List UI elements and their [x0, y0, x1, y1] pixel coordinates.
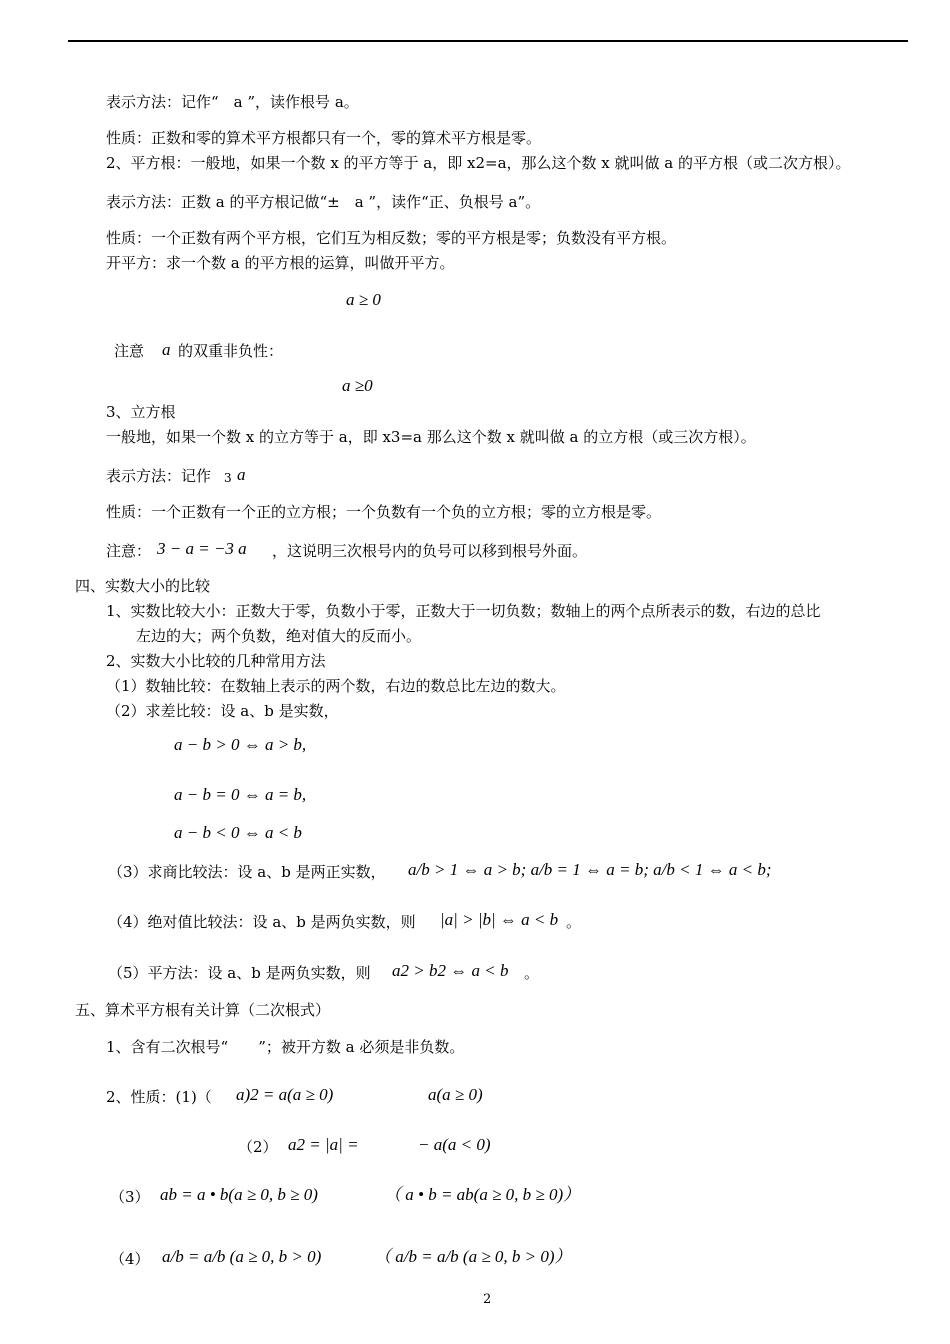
square-root-notation: 表示方法：正数 a 的平方根记做“± a ”，读作“正、负根号 a”。 [106, 193, 541, 211]
square-root-definition: 2、平方根：一般地，如果一个数 x 的平方等于 a，即 x2=a，那么这个数 x 就叫做 a 的平方根（或二次方根）。 [106, 154, 851, 172]
difference-gt: a − b > 0 ⇔ a > b, [174, 735, 307, 754]
section-five-heading: 五、算术平方根有关计算（二次根式） [75, 1001, 331, 1019]
notation-line: 表示方法：记作“ a ”，读作根号 a。 [106, 93, 359, 111]
method-difference: （2）求差比较：设 a、b 是实数， [106, 702, 339, 720]
radical-property-3-reverse: （ a • b = ab(a ≥ 0, b ≥ 0)） [384, 1185, 581, 1204]
property-line: 性质：正数和零的算术平方根都只有一个，零的算术平方根是零。 [106, 129, 542, 147]
compare-rule-1: 1、实数比较大小：正数大于零，负数小于零，正数大于一切负数；数轴上的两个点所表示的数，右边的总比 [106, 602, 821, 620]
compare-rule-1-cont: 左边的大；两个负数，绝对值大的反而小。 [136, 627, 422, 645]
radical-property-1-label: 2、性质：(1)（ [106, 1088, 212, 1106]
radical-property-3-formula: ab = a • b(a ≥ 0, b ≥ 0) [160, 1185, 318, 1204]
method-square: （5）平方法：设 a、b 是两负实数，则 [108, 964, 371, 982]
formula-a-nonneg: a ≥ 0 [346, 290, 381, 309]
radical-condition: 1、含有二次根号“ ”；被开方数 a 必须是非负数。 [106, 1038, 465, 1056]
quotient-formula: a/b > 1 ⇔ a > b; a/b = 1 ⇔ a = b; a/b < 1 ⇔ a < b; [408, 860, 772, 879]
cube-root-definition: 一般地，如果一个数 x 的立方等于 a，即 x3=a 那么这个数 x 就叫做 a 的立方根（或三次方根）。 [106, 428, 756, 446]
method-quotient: （3）求商比较法：设 a、b 是两正实数， [108, 863, 386, 881]
method-absolute: （4）绝对值比较法：设 a、b 是两负实数，则 [108, 913, 416, 931]
cube-root-heading: 3、立方根 [106, 403, 176, 421]
compare-methods-heading: 2、实数大小比较的几种常用方法 [106, 652, 326, 670]
difference-lt: a − b < 0 ⇔ a < b [174, 823, 302, 842]
cube-note-text: ，这说明三次根号内的负号可以移到根号外面。 [272, 542, 588, 560]
page-number: 2 [483, 1292, 492, 1307]
square-period: 。 [524, 964, 540, 982]
cube-root-property: 性质：一个正数有一个正的立方根；一个负数有一个负的立方根；零的立方根是零。 [106, 503, 662, 521]
square-formula: a2 > b2 ⇔ a < b [392, 961, 509, 980]
formula-sqrt-nonneg: a ≥0 [342, 376, 373, 395]
radical-property-3-label: （3） [110, 1188, 150, 1206]
radical-property-4-reverse: （ a/b = a/b (a ≥ 0, b > 0)） [374, 1247, 572, 1266]
cube-root-notation-label: 表示方法：记作 [106, 467, 212, 485]
absolute-formula: |a| > |b| ⇔ a < b [440, 910, 559, 929]
piecewise-lower: − a(a < 0) [418, 1135, 491, 1154]
cube-root-symbol: a [237, 465, 246, 484]
note-label: 注意 [114, 342, 145, 360]
note-symbol: a [162, 340, 171, 359]
section-four-heading: 四、实数大小的比较 [75, 577, 211, 595]
cube-note-label: 注意： [106, 542, 152, 560]
radical-property-2-label: （2） [238, 1138, 278, 1156]
method-number-line: （1）数轴比较：在数轴上表示的两个数，右边的数总比左边的数大。 [106, 677, 566, 695]
radical-property-1-formula: a)2 = a(a ≥ 0) [236, 1085, 334, 1104]
header-rule [68, 40, 908, 42]
radical-property-2-formula: a2 = |a| = [288, 1135, 359, 1154]
cube-index: 3 [224, 471, 232, 485]
radical-property-4-formula: a/b = a/b (a ≥ 0, b > 0) [162, 1247, 322, 1266]
piecewise-upper: a(a ≥ 0) [428, 1085, 483, 1104]
difference-eq: a − b = 0 ⇔ a = b, [174, 785, 307, 804]
note-text: 的双重非负性： [178, 342, 284, 360]
extraction-definition: 开平方：求一个数 a 的平方根的运算，叫做开平方。 [106, 254, 455, 272]
absolute-period: 。 [566, 913, 582, 931]
cube-note-formula: 3 − a = −3 a [157, 539, 247, 558]
radical-property-4-label: （4） [110, 1250, 150, 1268]
square-root-property: 性质：一个正数有两个平方根，它们互为相反数；零的平方根是零；负数没有平方根。 [106, 229, 677, 247]
